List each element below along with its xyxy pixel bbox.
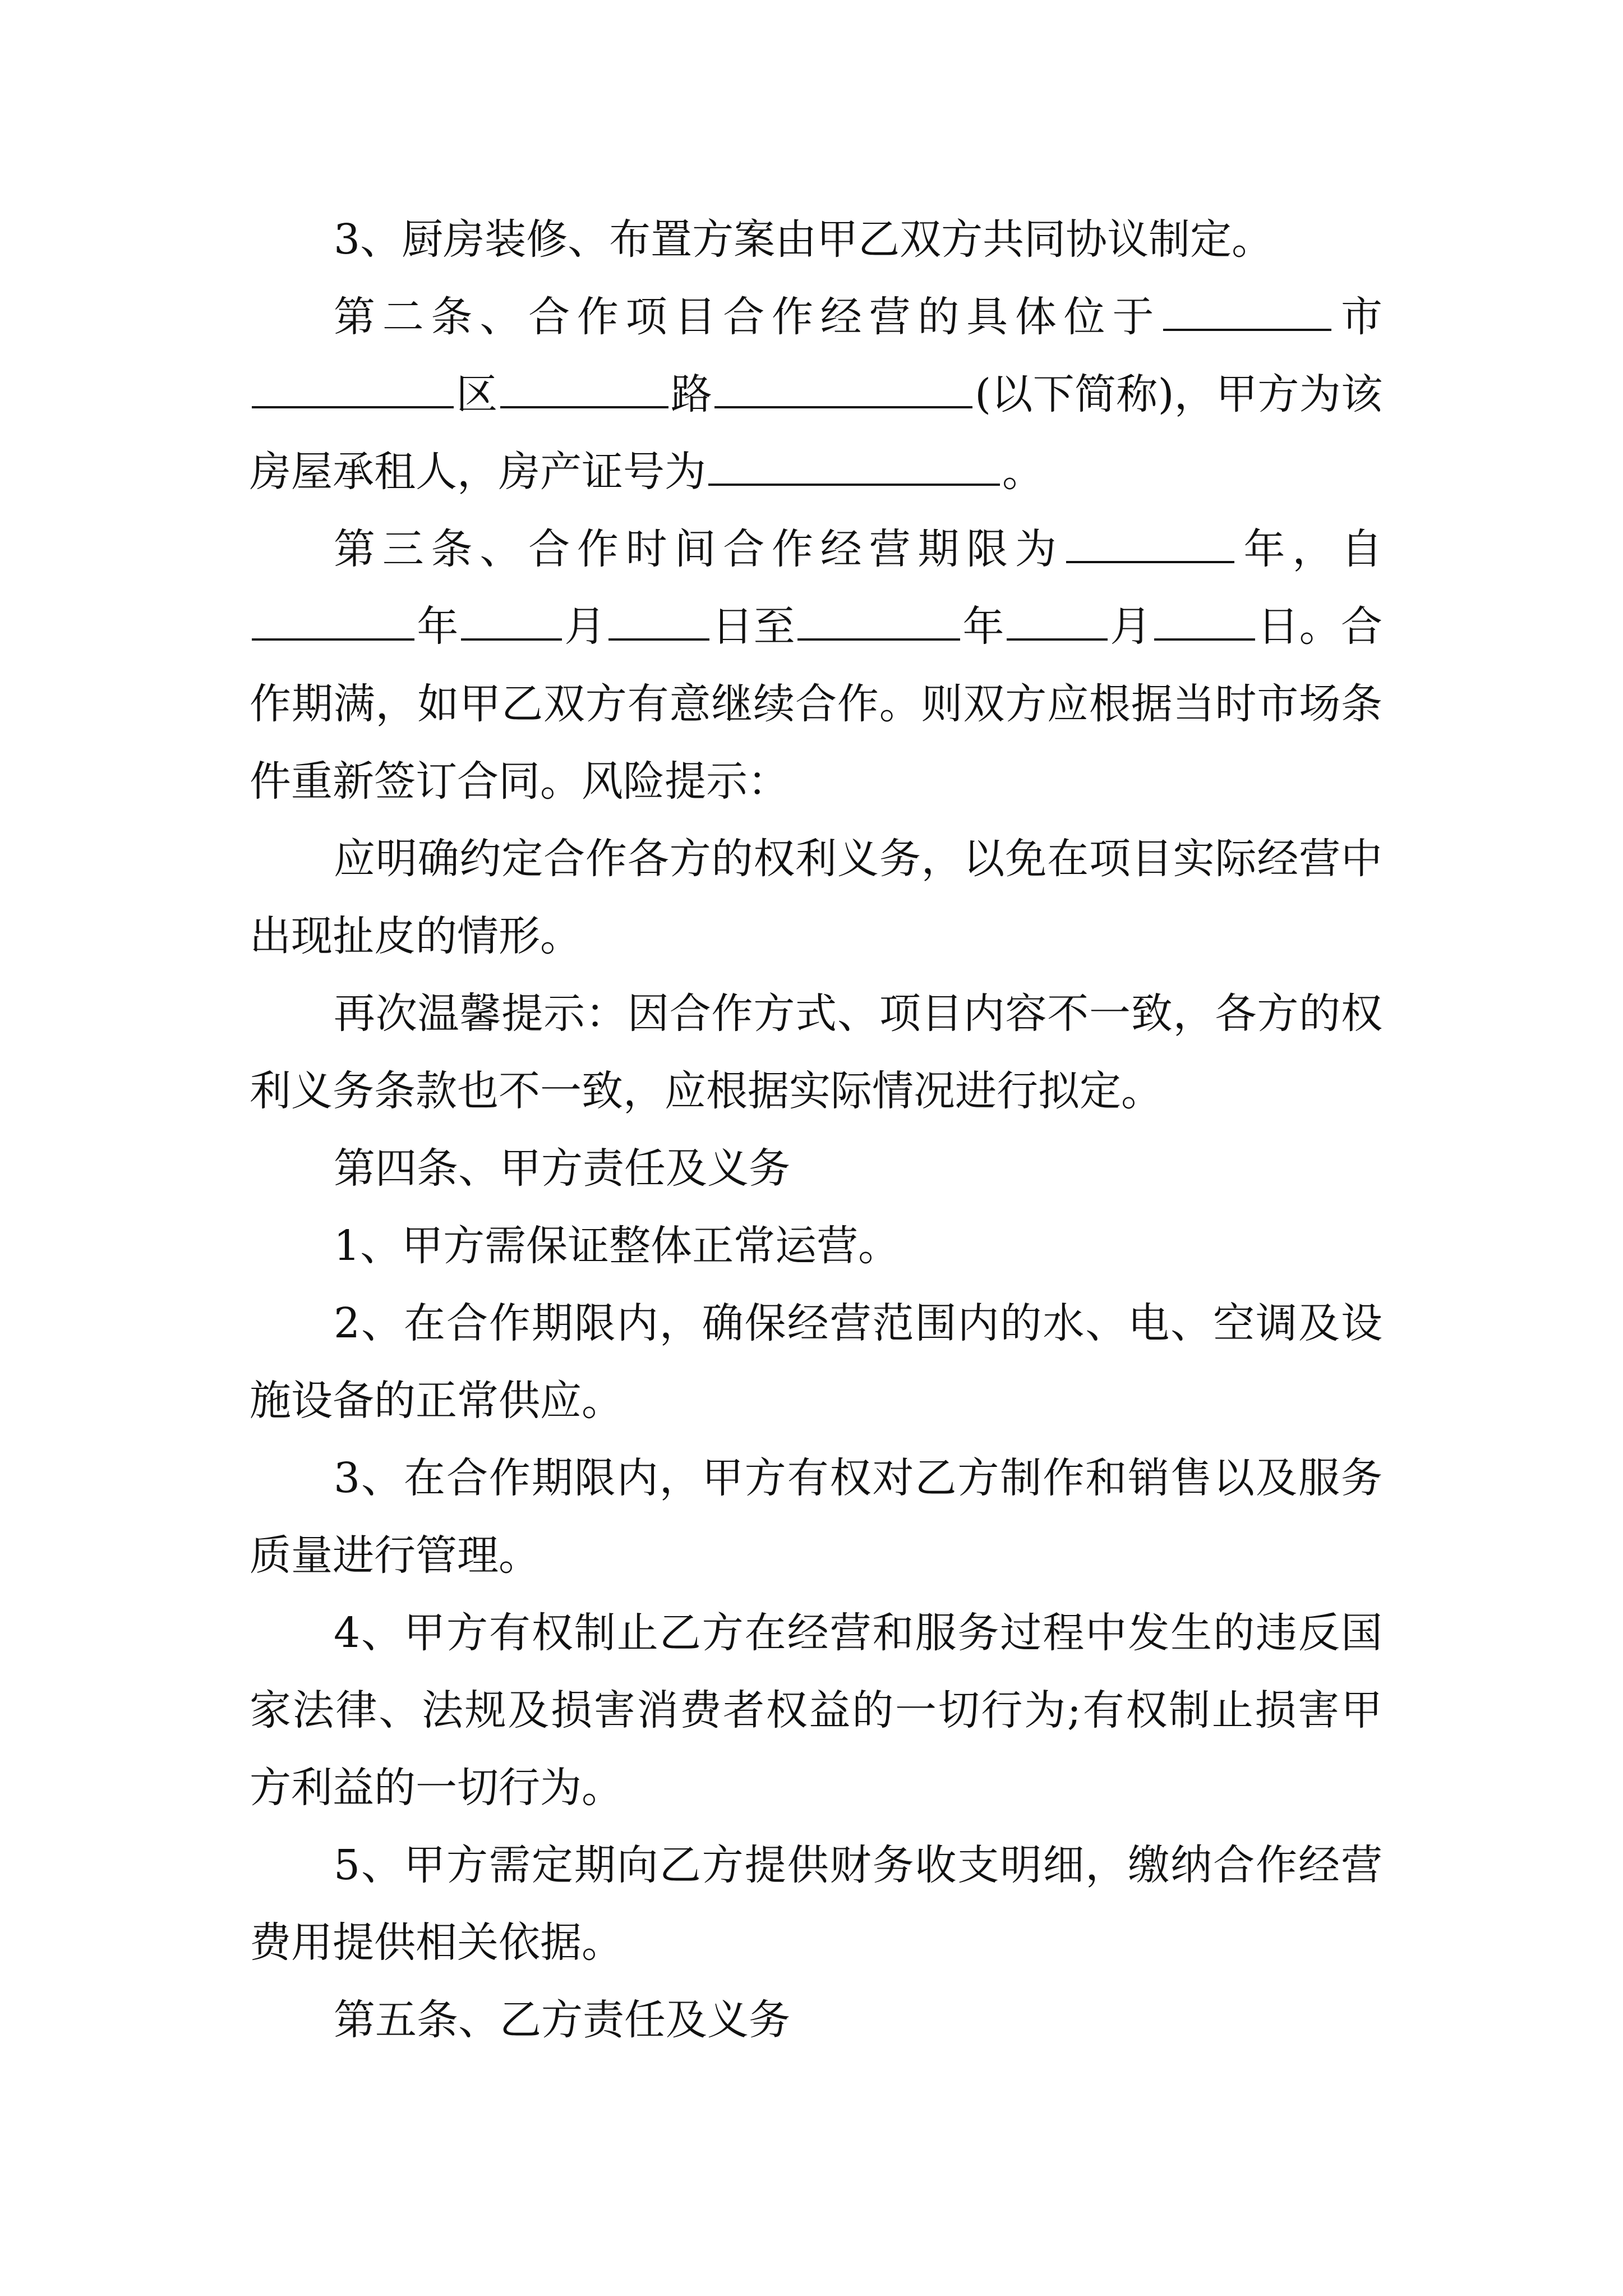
blank-road xyxy=(500,370,668,408)
paragraph-article-3 xyxy=(250,510,1382,820)
article-3-rest: 日。合作期满，如甲乙双方有意继续合作。则双方应根据当时市场条件重新签订合同。风险提示： xyxy=(250,602,1383,806)
document-body xyxy=(250,201,1382,2059)
article-3-month2: 月 xyxy=(1109,602,1152,651)
article-3-text: 第三条、合作时间合作经营期限为 xyxy=(334,525,1064,573)
blank-city xyxy=(1163,293,1331,331)
article-2-city: 市 xyxy=(1334,293,1383,341)
blank-end-year xyxy=(797,602,960,641)
blank-end-month xyxy=(1007,602,1108,641)
article-2-district: 区 xyxy=(456,370,498,418)
article-2-text: 第二条、合作项目合作经营的具体位于 xyxy=(334,293,1161,341)
article-3-to: 日至 xyxy=(711,602,796,651)
blank-district xyxy=(252,370,454,408)
article-3-month1: 月 xyxy=(564,602,606,651)
paragraph-a4-item-3: 3、在合作期限内，甲方有权对乙方制作和销售以及服务质量进行管理。 xyxy=(250,1454,1382,1580)
paragraph-a4-item-1: 1、甲方需保证整体正常运营。 xyxy=(334,1222,900,1270)
blank-certificate xyxy=(708,448,1000,486)
blank-start-month xyxy=(461,602,562,641)
blank-term-years xyxy=(1066,525,1234,563)
paragraph-a4-item-5: 5、甲方需定期向乙方提供财务收支明细，缴纳合作经营费用提供相关依据。 xyxy=(250,1841,1382,1967)
heading-article-4: 第四条、甲方责任及义务 xyxy=(334,1144,790,1193)
article-3-year2: 年 xyxy=(962,602,1004,651)
paragraph-kitchen-plan: 3、厨房装修、布置方案由甲乙双方共同协议制定。 xyxy=(334,215,1274,264)
article-3-year1: 年 xyxy=(417,602,459,651)
article-3-from: 年，自 xyxy=(1236,525,1383,573)
paragraph-a4-item-4: 4、甲方有权制止乙方在经营和服务过程中发生的违反国家法律、法规及损害消费者权益的一切行为;有权制止损害甲方利益的一切行为。 xyxy=(250,1609,1382,1812)
blank-start-year xyxy=(252,602,414,641)
article-2-tenant: (以下简称)，甲方为该房屋承租人，房产证号为 xyxy=(250,370,1382,496)
paragraph-risk-note: 应明确约定合作各方的权利义务，以免在项目实际经营中出现扯皮的情形。 xyxy=(250,835,1382,960)
blank-end-day xyxy=(1154,602,1255,641)
blank-address xyxy=(714,370,972,408)
heading-article-5: 第五条、乙方责任及义务 xyxy=(334,1996,790,2044)
blank-start-day xyxy=(608,602,709,641)
article-2-end: 。 xyxy=(1002,448,1044,496)
paragraph-reminder: 再次温馨提示：因合作方式、项目内容不一致，各方的权利义务条款也不一致，应根据实际情况进行拟定。 xyxy=(250,990,1382,1115)
paragraph-a4-item-2: 2、在合作期限内，确保经营范围内的水、电、空调及设施设备的正常供应。 xyxy=(250,1299,1382,1425)
paragraph-article-2 xyxy=(250,278,1382,510)
article-2-road: 路 xyxy=(670,370,713,418)
